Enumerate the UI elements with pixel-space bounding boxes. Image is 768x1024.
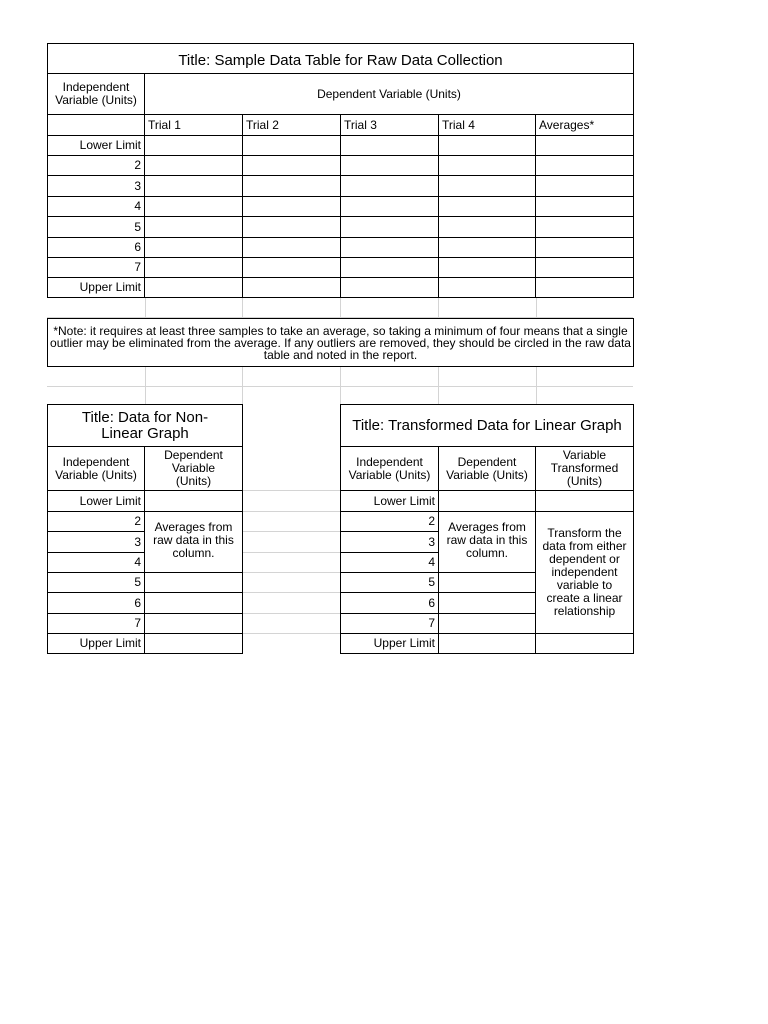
row-label: 4 bbox=[134, 555, 141, 569]
row-label: 2 bbox=[134, 158, 141, 172]
row-label: Lower Limit bbox=[373, 493, 435, 508]
outlier-note: *Note: it requires at least three samples to take an average, so taking a minimum of four means that a single outlier may be eliminated from the average. If any outliers are removed, they should be circled in the raw data table and noted in the report. bbox=[50, 323, 631, 362]
row-label: Upper Limit bbox=[79, 636, 141, 650]
row-label: 4 bbox=[428, 555, 435, 569]
linear-dep-header: Dependent Variable (Units) bbox=[446, 454, 528, 482]
nonlinear-dep-header: Dependent Variable (Units) bbox=[164, 448, 223, 488]
column-header: Trial 4 bbox=[442, 117, 475, 132]
raw-table-title: Title: Sample Data Table for Raw Data Collection bbox=[178, 52, 503, 69]
row-label: 5 bbox=[134, 575, 141, 589]
row-label: 5 bbox=[134, 219, 141, 234]
nonlinear-table-title: Title: Data for Non-Linear Graph bbox=[81, 408, 209, 442]
linear-transform-note: Transform the data from either dependent or independent variable to create a linear relationship bbox=[542, 526, 627, 618]
rule bbox=[633, 404, 634, 654]
row-label: Lower Limit bbox=[79, 138, 141, 152]
row-label: 6 bbox=[134, 595, 141, 610]
row-label: 4 bbox=[134, 199, 141, 213]
column-header: Trial 3 bbox=[344, 117, 377, 132]
row-label: Lower Limit bbox=[79, 493, 141, 508]
linear-transformed-header: Variable Transformed (Units) bbox=[550, 448, 619, 488]
linear-table-title: Title: Transformed Data for Linear Graph bbox=[352, 416, 622, 434]
row-label: 5 bbox=[428, 575, 435, 589]
row-label: 3 bbox=[134, 534, 141, 549]
raw-indep-header: Independent Variable (Units) bbox=[55, 80, 137, 107]
linear-indep-header: Independent Variable (Units) bbox=[348, 454, 431, 482]
column-header: Averages* bbox=[539, 117, 595, 132]
row-label: 6 bbox=[134, 240, 141, 254]
row-label: 3 bbox=[428, 534, 435, 549]
raw-dep-header: Dependent Variable (Units) bbox=[317, 86, 461, 101]
nonlinear-averages-note: Averages from raw data in this column. bbox=[153, 520, 234, 560]
column-header: Trial 1 bbox=[148, 117, 181, 132]
row-label: 6 bbox=[428, 595, 435, 610]
row-label: 7 bbox=[134, 616, 141, 630]
row-label: Upper Limit bbox=[79, 280, 141, 294]
column-header: Trial 2 bbox=[246, 117, 279, 132]
nonlinear-indep-header: Independent Variable (Units) bbox=[55, 454, 137, 482]
row-label: 2 bbox=[134, 514, 141, 528]
row-label: 7 bbox=[428, 616, 435, 630]
rule bbox=[340, 653, 634, 654]
row-label: Upper Limit bbox=[373, 636, 435, 650]
row-label: 2 bbox=[428, 514, 435, 528]
row-label: 3 bbox=[134, 178, 141, 193]
row-label: 7 bbox=[134, 260, 141, 274]
linear-averages-note: Averages from raw data in this column. bbox=[446, 520, 528, 560]
